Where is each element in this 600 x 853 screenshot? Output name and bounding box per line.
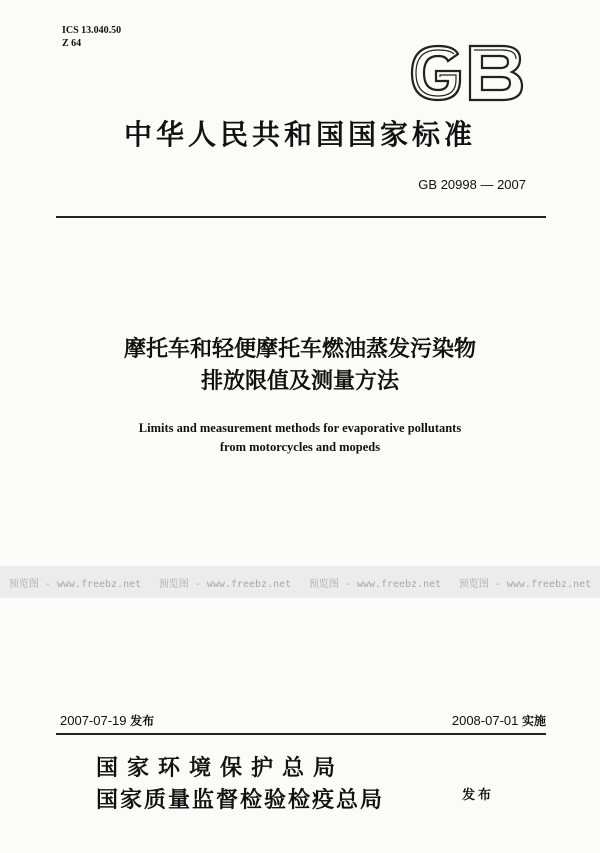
issuer-line-2: 国家质量监督检验检疫总局 — [96, 787, 385, 813]
chinese-title-line-2: 排放限值及测量方法 — [200, 369, 399, 394]
watermark-text: 预览图 - www.freebz.net — [8, 578, 142, 590]
standard-number: GB 20998 — 2007 — [418, 177, 526, 192]
watermark-text: 预览图 - www.freebz.net — [458, 578, 592, 590]
standard-type-title: 中华人民共和国国家标准 — [123, 118, 476, 151]
watermark-band — [0, 566, 600, 598]
implementation-date-label: 实施 — [521, 714, 546, 728]
gb-logo-icon — [404, 40, 528, 106]
watermark-text: 预览图 - www.freebz.net — [158, 578, 292, 590]
watermark-text: 预览图 - www.freebz.net — [308, 578, 442, 590]
issue-date — [60, 712, 154, 729]
english-title-line-2: from motorcycles and mopeds — [219, 440, 381, 454]
footer-divider — [56, 733, 546, 735]
issuing-authorities — [96, 752, 384, 816]
english-title — [0, 419, 600, 457]
chinese-title — [0, 334, 600, 398]
classification-codes — [62, 24, 121, 50]
issue-date-label: 发布 — [130, 714, 155, 728]
ics-code: ICS 13.040.50 — [62, 25, 122, 36]
category-code: Z 64 — [62, 38, 82, 49]
implementation-date-value: 2008-07-01 — [451, 713, 519, 728]
issuer-line-1: 国家环境保护总局 — [96, 755, 345, 781]
issue-date-value: 2007-07-19 — [60, 713, 127, 728]
header-divider — [56, 216, 546, 218]
implementation-date — [452, 712, 546, 729]
english-title-line-1: Limits and measurement methods for evaporative pollutants — [138, 421, 462, 435]
publish-label: 发布 — [462, 788, 495, 803]
chinese-title-line-1: 摩托车和轻便摩托车燃油蒸发污染物 — [123, 337, 476, 362]
